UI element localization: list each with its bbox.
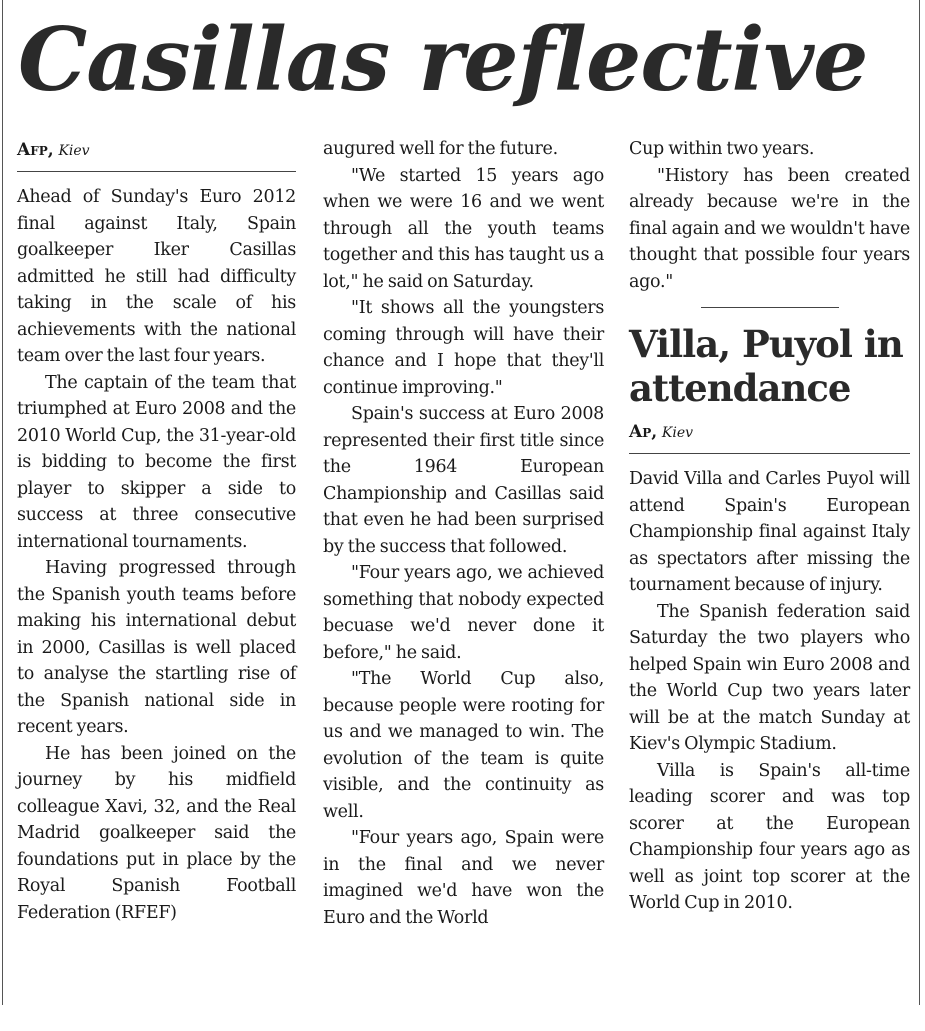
article-paragraph: He has been joined on the journey by his midfield colleague Xavi, 32, and the Real Madrid goalkeeper said the foundations put in place by the Royal Spanish Football Federation (RFEF): [17, 743, 296, 923]
byline-place: Kiev: [661, 425, 694, 441]
main-headline: Casillas reflective: [18, 8, 868, 111]
article-byline: [17, 136, 296, 172]
byline-agency: Ap,: [629, 422, 658, 442]
brief-paragraph: David Villa and Carles Puyol will attend Spain's European Championship final against Italy as spectators after missing the tournament because of injury.: [629, 469, 910, 595]
page-right-rule: [919, 0, 920, 1005]
article-paragraph: "It shows all the youngsters coming through will have their chance and I hope that they'll continue improving.": [323, 298, 604, 398]
article-paragraph: Cup within two years.: [629, 139, 815, 159]
article-paragraph: "Four years ago, Spain were in the final and we never imagined we'd have won the Euro and the World: [323, 828, 604, 928]
brief-paragraph: The Spanish federation said Saturday the two players who helped Spain win Euro 2008 and the World Cup two years later will be at the match Sunday at Kiev's Olympic Stadium.: [629, 601, 910, 754]
brief-headline: Villa, Puyol in attendance: [629, 322, 903, 410]
byline-place: Kiev: [58, 143, 90, 159]
article-paragraph: "Four years ago, we achieved something that nobody expected becuase we'd never done it before," he said.: [323, 563, 604, 663]
article-paragraph: augured well for the future.: [323, 139, 558, 159]
article-paragraph: Ahead of Sunday's Euro 2012 final against Italy, Spain goalkeeper Iker Casillas admitted he still had difficulty taking in the scale of his achievements with the national team over the last four years.: [17, 187, 296, 366]
article-paragraph: The captain of the team that triumphed at Euro 2008 and the 2010 World Cup, the 31-year-old is bidding to become the first player to skipper a side to success at three consecutive international tournaments.: [17, 372, 296, 552]
page-left-rule: [2, 0, 3, 1005]
section-divider: [701, 307, 839, 308]
article-column-3: [629, 136, 910, 917]
article-paragraph: Spain's success at Euro 2008 represented their first title since the 1964 European Championship and Casillas said that even he had been surprised by the success that followed.: [323, 404, 604, 557]
article-paragraph: "History has been created already because we're in the final again and we wouldn't have thought that possible four years ago.": [629, 165, 910, 292]
article-paragraph: "The World Cup also, because people were rooting for us and we managed to win. The evolution of the team is quite visible, and the continuity as well.: [323, 669, 604, 822]
article-column-1: [17, 136, 296, 926]
brief-byline: [629, 418, 910, 454]
brief-paragraph: Villa is Spain's all-time leading scorer and was top scorer at the European Championship four years ago as well as joint top scorer at the World Cup in 2010.: [629, 760, 910, 913]
byline-agency: Afp,: [17, 140, 54, 160]
article-column-2: [323, 136, 604, 931]
article-paragraph: Having progressed through the Spanish youth teams before making his international debut in 2000, Casillas is well placed to analyse the startling rise of the Spanish national side in recent years.: [17, 558, 296, 737]
article-paragraph: "We started 15 years ago when we were 16 and we went through all the youth teams together and this has taught us a lot," he said on Saturday.: [323, 165, 604, 292]
